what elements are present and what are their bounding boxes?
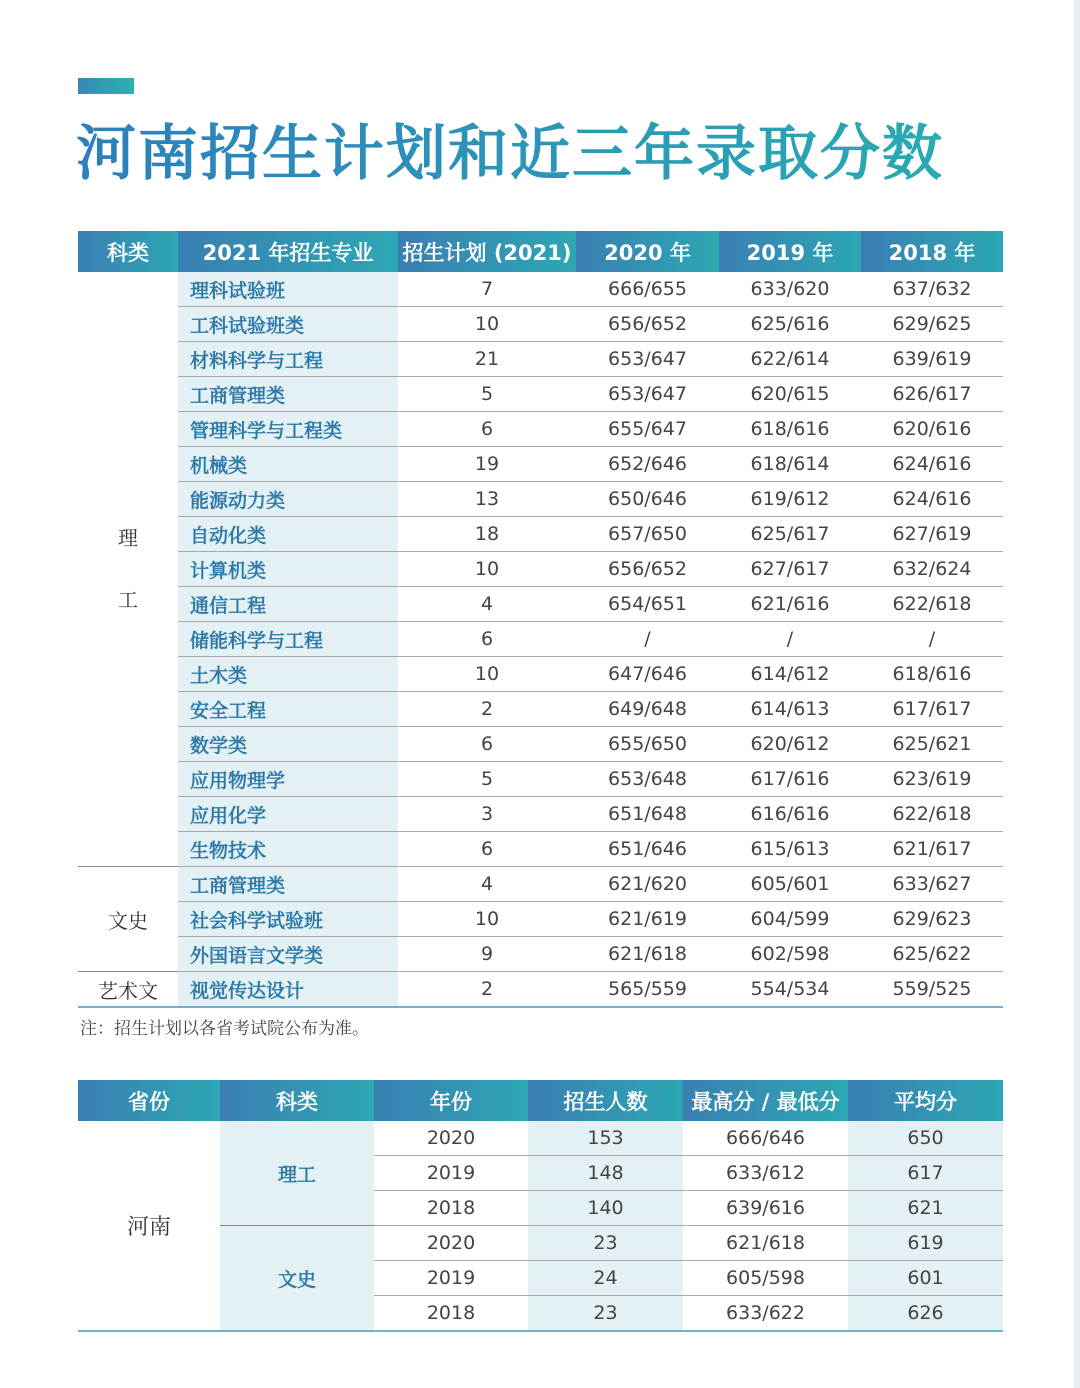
plan-count: 10 xyxy=(398,902,576,937)
plan-count: 6 xyxy=(398,622,576,657)
score-2019: 615/613 xyxy=(719,832,861,867)
plan-table-body xyxy=(78,272,1003,1007)
plan-count: 19 xyxy=(398,447,576,482)
count-cell: 23 xyxy=(528,1226,683,1261)
score-2019: 625/617 xyxy=(719,517,861,552)
score-2018: 637/632 xyxy=(861,272,1003,307)
major-name: 材料科学与工程 xyxy=(178,342,398,377)
score-2018: 622/618 xyxy=(861,797,1003,832)
table-row xyxy=(78,342,1003,377)
score-2020: 621/620 xyxy=(576,867,719,902)
score-2019: 621/616 xyxy=(719,587,861,622)
table-row xyxy=(78,762,1003,797)
footnote: 注：招生计划以各省考试院公布为准。 xyxy=(80,1019,369,1039)
plan-count: 2 xyxy=(398,692,576,727)
major-name: 视觉传达设计 xyxy=(178,972,398,1008)
plan-count: 3 xyxy=(398,797,576,832)
score-2020: 651/648 xyxy=(576,797,719,832)
score-2019: 619/612 xyxy=(719,482,861,517)
major-name: 能源动力类 xyxy=(178,482,398,517)
table-row xyxy=(78,832,1003,867)
major-name: 外国语言文学类 xyxy=(178,937,398,972)
score-2018: 625/621 xyxy=(861,727,1003,762)
category-cell: 艺术文 xyxy=(78,972,178,1008)
score-2019: 618/614 xyxy=(719,447,861,482)
plan-count: 5 xyxy=(398,762,576,797)
score-2019: 622/614 xyxy=(719,342,861,377)
range-cell: 666/646 xyxy=(683,1121,848,1156)
admission-plan-table xyxy=(78,231,1003,1008)
table-row xyxy=(78,517,1003,552)
table-row xyxy=(78,587,1003,622)
plan-count: 7 xyxy=(398,272,576,307)
score-2019: / xyxy=(719,622,861,657)
major-name: 应用化学 xyxy=(178,797,398,832)
score-2020: 654/651 xyxy=(576,587,719,622)
score-2018: 617/617 xyxy=(861,692,1003,727)
header-range: 最高分 / 最低分 xyxy=(683,1080,848,1121)
plan-count: 9 xyxy=(398,937,576,972)
major-name: 土木类 xyxy=(178,657,398,692)
plan-count: 18 xyxy=(398,517,576,552)
score-2018: 625/622 xyxy=(861,937,1003,972)
plan-count: 13 xyxy=(398,482,576,517)
score-2020: 656/652 xyxy=(576,552,719,587)
header-year: 年份 xyxy=(374,1080,528,1121)
count-cell: 23 xyxy=(528,1296,683,1332)
plan-count: 6 xyxy=(398,832,576,867)
score-2018: 632/624 xyxy=(861,552,1003,587)
score-2019: 602/598 xyxy=(719,937,861,972)
score-2020: 655/647 xyxy=(576,412,719,447)
header-count: 招生人数 xyxy=(528,1080,683,1121)
count-cell: 140 xyxy=(528,1191,683,1226)
header-2018: 2018 年 xyxy=(861,231,1003,272)
score-2019: 554/534 xyxy=(719,972,861,1008)
score-2018: 633/627 xyxy=(861,867,1003,902)
plan-count: 6 xyxy=(398,727,576,762)
score-2019: 617/616 xyxy=(719,762,861,797)
table-row xyxy=(78,377,1003,412)
score-2018: 620/616 xyxy=(861,412,1003,447)
province-cell: 河南 xyxy=(78,1121,220,1331)
header-2020: 2020 年 xyxy=(576,231,719,272)
table-row xyxy=(78,902,1003,937)
major-name: 管理科学与工程类 xyxy=(178,412,398,447)
table-row xyxy=(78,797,1003,832)
count-cell: 148 xyxy=(528,1156,683,1191)
score-table-header xyxy=(78,1080,1003,1121)
table-row xyxy=(78,447,1003,482)
score-2018: 624/616 xyxy=(861,447,1003,482)
major-name: 理科试验班 xyxy=(178,272,398,307)
header-major: 2021 年招生专业 xyxy=(178,231,398,272)
table-row xyxy=(78,307,1003,342)
score-table-body xyxy=(78,1121,1003,1331)
plan-count: 21 xyxy=(398,342,576,377)
score-2018: / xyxy=(861,622,1003,657)
score-2020: 653/648 xyxy=(576,762,719,797)
score-2020: 649/648 xyxy=(576,692,719,727)
range-cell: 639/616 xyxy=(683,1191,848,1226)
score-2018: 622/618 xyxy=(861,587,1003,622)
score-2020: 565/559 xyxy=(576,972,719,1008)
range-cell: 633/622 xyxy=(683,1296,848,1332)
plan-count: 5 xyxy=(398,377,576,412)
table-row xyxy=(78,937,1003,972)
table-row xyxy=(78,657,1003,692)
category-char: 工 xyxy=(118,588,138,612)
score-2020: 653/647 xyxy=(576,342,719,377)
year-cell: 2020 xyxy=(374,1226,528,1261)
average-cell: 621 xyxy=(848,1191,1003,1226)
score-2019: 625/616 xyxy=(719,307,861,342)
table-row xyxy=(78,867,1003,902)
score-2018: 559/525 xyxy=(861,972,1003,1008)
average-cell: 601 xyxy=(848,1261,1003,1296)
header-2019: 2019 年 xyxy=(719,231,861,272)
table-row xyxy=(78,412,1003,447)
average-cell: 617 xyxy=(848,1156,1003,1191)
year-cell: 2019 xyxy=(374,1156,528,1191)
score-2018: 621/617 xyxy=(861,832,1003,867)
plan-count: 10 xyxy=(398,307,576,342)
average-cell: 650 xyxy=(848,1121,1003,1156)
average-cell: 619 xyxy=(848,1226,1003,1261)
score-2018: 624/616 xyxy=(861,482,1003,517)
score-2019: 633/620 xyxy=(719,272,861,307)
score-2019: 618/616 xyxy=(719,412,861,447)
score-2020: 621/619 xyxy=(576,902,719,937)
year-cell: 2019 xyxy=(374,1261,528,1296)
kind-cell: 文史 xyxy=(220,1226,374,1332)
category-cell xyxy=(78,272,178,867)
major-name: 安全工程 xyxy=(178,692,398,727)
kind-cell: 理工 xyxy=(220,1121,374,1226)
table-row xyxy=(78,1121,1003,1156)
year-cell: 2018 xyxy=(374,1191,528,1226)
score-2018: 618/616 xyxy=(861,657,1003,692)
score-2020: 666/655 xyxy=(576,272,719,307)
major-name: 工科试验班类 xyxy=(178,307,398,342)
score-2019: 604/599 xyxy=(719,902,861,937)
year-cell: 2018 xyxy=(374,1296,528,1332)
major-name: 机械类 xyxy=(178,447,398,482)
score-2019: 620/612 xyxy=(719,727,861,762)
score-2018: 629/625 xyxy=(861,307,1003,342)
table-row xyxy=(78,272,1003,307)
major-name: 社会科学试验班 xyxy=(178,902,398,937)
score-2018: 639/619 xyxy=(861,342,1003,377)
header-category: 科类 xyxy=(78,231,178,272)
major-name: 自动化类 xyxy=(178,517,398,552)
table-row xyxy=(78,972,1003,1008)
table-row xyxy=(78,692,1003,727)
major-name: 通信工程 xyxy=(178,587,398,622)
score-2018: 623/619 xyxy=(861,762,1003,797)
range-cell: 621/618 xyxy=(683,1226,848,1261)
score-2020: 653/647 xyxy=(576,377,719,412)
header-kind: 科类 xyxy=(220,1080,374,1121)
major-name: 生物技术 xyxy=(178,832,398,867)
plan-count: 4 xyxy=(398,867,576,902)
plan-table-header xyxy=(78,231,1003,272)
major-name: 应用物理学 xyxy=(178,762,398,797)
header-average: 平均分 xyxy=(848,1080,1003,1121)
score-table xyxy=(78,1080,1003,1332)
major-name: 工商管理类 xyxy=(178,377,398,412)
score-2020: 657/650 xyxy=(576,517,719,552)
right-edge-strip xyxy=(1074,0,1080,1388)
major-name: 工商管理类 xyxy=(178,867,398,902)
plan-count: 4 xyxy=(398,587,576,622)
category-char: 理 xyxy=(118,526,138,550)
score-2020: / xyxy=(576,622,719,657)
score-2020: 647/646 xyxy=(576,657,719,692)
score-2018: 627/619 xyxy=(861,517,1003,552)
table-row xyxy=(78,482,1003,517)
plan-count: 6 xyxy=(398,412,576,447)
score-2020: 650/646 xyxy=(576,482,719,517)
table-row xyxy=(78,622,1003,657)
header-plan: 招生计划 (2021) xyxy=(398,231,576,272)
table-row xyxy=(78,727,1003,762)
score-2020: 621/618 xyxy=(576,937,719,972)
score-2020: 652/646 xyxy=(576,447,719,482)
score-2019: 616/616 xyxy=(719,797,861,832)
score-2019: 627/617 xyxy=(719,552,861,587)
year-cell: 2020 xyxy=(374,1121,528,1156)
score-2020: 651/646 xyxy=(576,832,719,867)
table-row xyxy=(78,552,1003,587)
plan-count: 2 xyxy=(398,972,576,1008)
major-name: 储能科学与工程 xyxy=(178,622,398,657)
page-title: 河南招生计划和近三年录取分数 xyxy=(76,112,944,196)
header-province: 省份 xyxy=(78,1080,220,1121)
title-accent-bar xyxy=(78,78,134,94)
range-cell: 605/598 xyxy=(683,1261,848,1296)
score-2020: 655/650 xyxy=(576,727,719,762)
major-name: 计算机类 xyxy=(178,552,398,587)
score-2019: 614/612 xyxy=(719,657,861,692)
score-2018: 626/617 xyxy=(861,377,1003,412)
score-2020: 656/652 xyxy=(576,307,719,342)
category-cell: 文史 xyxy=(78,867,178,972)
count-cell: 153 xyxy=(528,1121,683,1156)
plan-count: 10 xyxy=(398,657,576,692)
plan-count: 10 xyxy=(398,552,576,587)
score-2018: 629/623 xyxy=(861,902,1003,937)
average-cell: 626 xyxy=(848,1296,1003,1332)
score-2019: 605/601 xyxy=(719,867,861,902)
count-cell: 24 xyxy=(528,1261,683,1296)
score-2019: 620/615 xyxy=(719,377,861,412)
major-name: 数学类 xyxy=(178,727,398,762)
range-cell: 633/612 xyxy=(683,1156,848,1191)
score-2019: 614/613 xyxy=(719,692,861,727)
